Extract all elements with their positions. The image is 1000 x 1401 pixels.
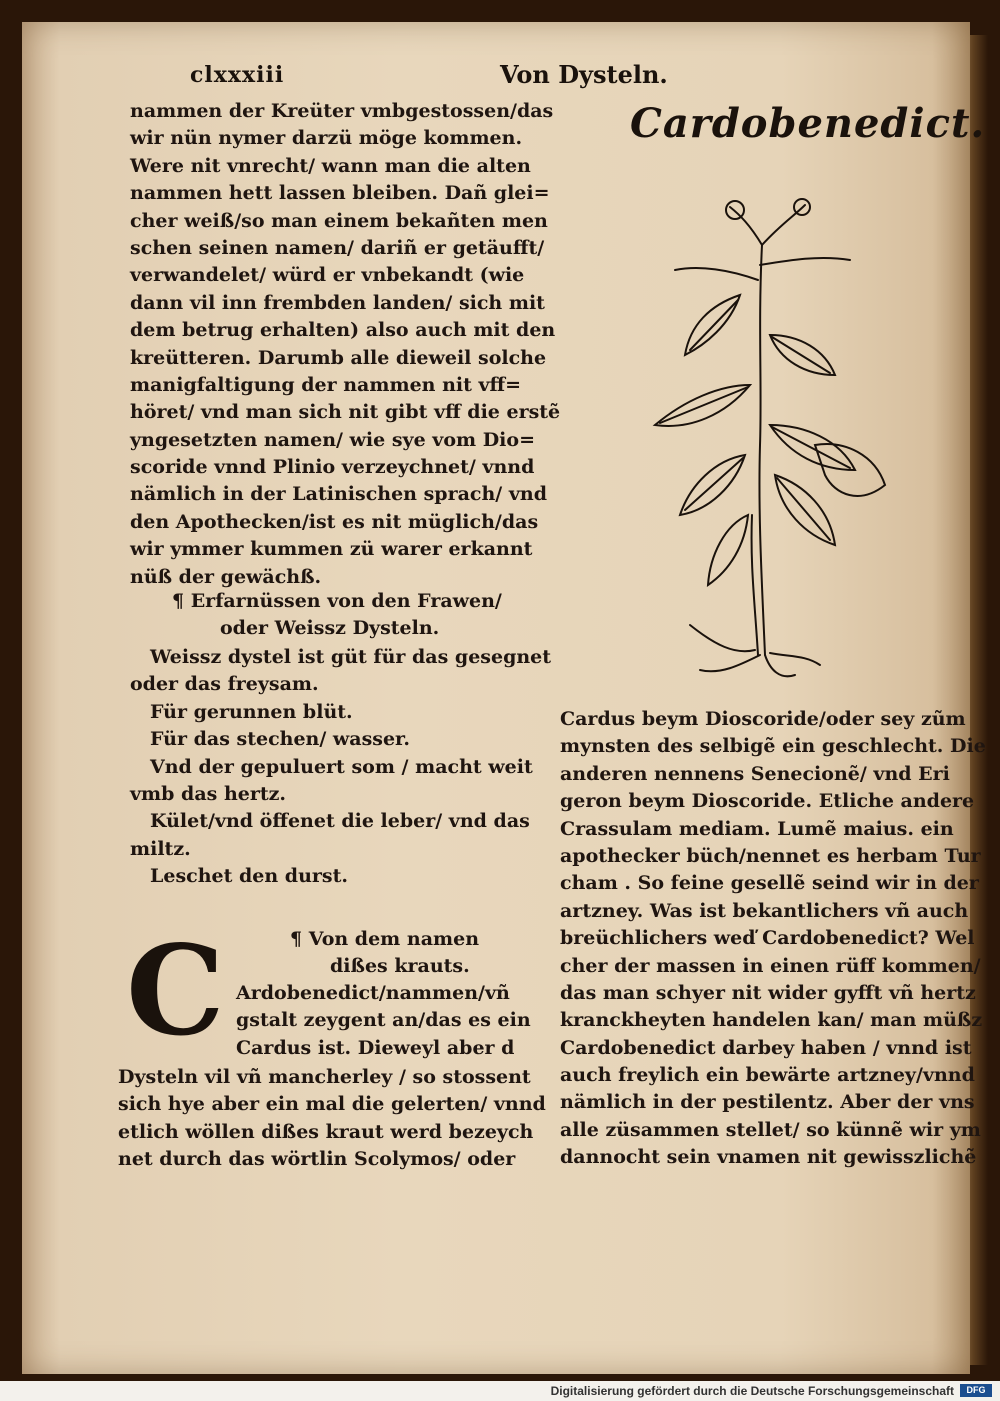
text-line: kreütteren. Darumb alle dieweil solche — [130, 346, 547, 369]
text-line: breüchlichers weď Cardobenedict? Wel — [560, 927, 975, 950]
text-line: Were nit vnrecht/ wann man die alten — [130, 154, 531, 177]
text-line: manigfaltigung der nammen nit vff= — [130, 373, 522, 396]
text-line: etlich wöllen dißes kraut werd bezeych — [118, 1120, 534, 1143]
text-line: oder das freysam. — [130, 673, 319, 696]
text-line: Cardus beym Dioscoride/oder sey zũm — [560, 708, 966, 730]
section-heading-erfarnuessen — [172, 588, 502, 643]
text-line: artzney. Was ist bekantlichers vñ auch — [560, 899, 969, 922]
text-line: Für gerunnen blüt. — [150, 700, 353, 723]
text-line: nüß der gewächß. — [130, 565, 322, 588]
plant-woodcut-illustration — [630, 185, 900, 685]
text-line: apothecker büch/nennet es herbam Tur — [560, 844, 981, 867]
text-line: Vnd der gepuluert som / macht weit — [150, 755, 533, 778]
text-line: Für das stechen/ wasser. — [150, 728, 410, 751]
text-line: alle züsammen stellet/ so künnẽ wir ym — [560, 1118, 981, 1141]
text-line: net durch das wörtlin Scolymos/ oder — [118, 1148, 516, 1171]
text-line: Kület/vnd öffenet die leber/ vnd das — [150, 810, 530, 833]
text-line: miltz. — [130, 837, 191, 860]
text-line: cham . So feine gesellẽ seind wir in der — [560, 872, 979, 895]
left-text-block-3 — [236, 980, 531, 1062]
text-line: den Apothecken/ist es nit müglich/das — [130, 510, 539, 533]
text-line: geron beym Dioscoride. Etliche andere — [560, 790, 975, 813]
text-line: cher der massen in einen rüff kommen/ — [560, 954, 981, 977]
text-line: das man schyer nit wider gyfft vñ hertz — [560, 981, 976, 1004]
text-line: kranckheyten handelen kan/ man müßz — [560, 1009, 983, 1032]
footer-bar — [0, 1381, 1000, 1401]
text-line: mynsten des selbigẽ ein geschlecht. Die — [560, 735, 986, 758]
text-line: dann vil inn frembden landen/ sich mit — [130, 291, 545, 314]
heading-line: ¶ Erfarnüssen von den Frawen/ — [172, 590, 502, 612]
drop-cap: C — [126, 919, 225, 1064]
text-line: dem betrug erhalten) also auch mit den — [130, 319, 556, 342]
text-line: schen seinen namen/ dariñ er getäufft/ — [130, 236, 545, 259]
text-line: Ardobenedict/nammen/vñ — [236, 982, 510, 1004]
left-text-block-2 — [130, 644, 551, 891]
left-text-block-1 — [130, 98, 561, 591]
text-line: vmb das hertz. — [130, 782, 287, 805]
text-line: anderen nennens Senecionẽ/ vnd Eri — [560, 762, 950, 785]
text-line: Cardus ist. Dieweyl aber d — [236, 1036, 515, 1059]
text-line: höret/ vnd man sich nit gibt vff die erstẽ — [130, 401, 561, 424]
folio-number: clxxxiii — [190, 62, 285, 88]
text-line: Dysteln vil vñ mancherley / so stossent — [118, 1066, 531, 1088]
heading-line: dißes krauts. — [330, 955, 470, 978]
text-line: Weissz dystel ist güt für das gesegnet — [150, 646, 552, 668]
text-line: gstalt zeygent an/das es ein — [236, 1009, 531, 1032]
text-line: cher weiß/so man einem bekañten men — [130, 209, 548, 232]
text-line: Crassulam mediam. Lumẽ maius. ein — [560, 817, 954, 840]
text-line: Cardobenedict darbey haben / vnnd ist — [560, 1036, 972, 1059]
plant-title: Cardobenedict. — [630, 100, 986, 147]
text-line: yngesetzten namen/ wie sye vom Dio= — [130, 428, 535, 451]
heading-line: oder Weissz Dysteln. — [220, 617, 440, 640]
heading-line: ¶ Von dem namen — [290, 928, 480, 950]
text-line: scoride vnnd Plinio verzeychnet/ vnnd — [130, 456, 535, 479]
section-heading-namen — [290, 926, 479, 981]
running-head: Von Dysteln. — [500, 60, 668, 89]
dfg-logo: DFG — [960, 1384, 992, 1397]
text-line: wir ymmer kummen zü warer erkannt — [130, 538, 533, 561]
text-line: nämlich in der Latinischen sprach/ vnd — [130, 483, 547, 506]
text-line: nammen hett lassen bleiben. Dañ glei= — [130, 182, 550, 205]
text-line: wir nün nymer darzü möge kommen. — [130, 127, 523, 150]
text-line: nämlich in der pestilentz. Aber der vns — [560, 1091, 975, 1114]
left-text-block-4 — [118, 1064, 546, 1174]
text-line: sich hye aber ein mal die gelerten/ vnnd — [118, 1093, 546, 1116]
text-line: verwandelet/ würd er vnbekandt (wie — [130, 264, 525, 287]
text-line: Leschet den durst. — [150, 865, 349, 888]
text-line: auch freylich ein bewärte artzney/vnnd — [560, 1064, 975, 1087]
funding-note: Digitalisierung gefördert durch die Deutsche Forschungsgemeinschaft — [550, 1384, 954, 1398]
text-line: nammen der Kreüter vmbgestossen/das — [130, 100, 554, 122]
text-line: dannocht sein vnamen nit gewisszlichẽ — [560, 1146, 977, 1169]
right-text-block — [560, 706, 986, 1172]
